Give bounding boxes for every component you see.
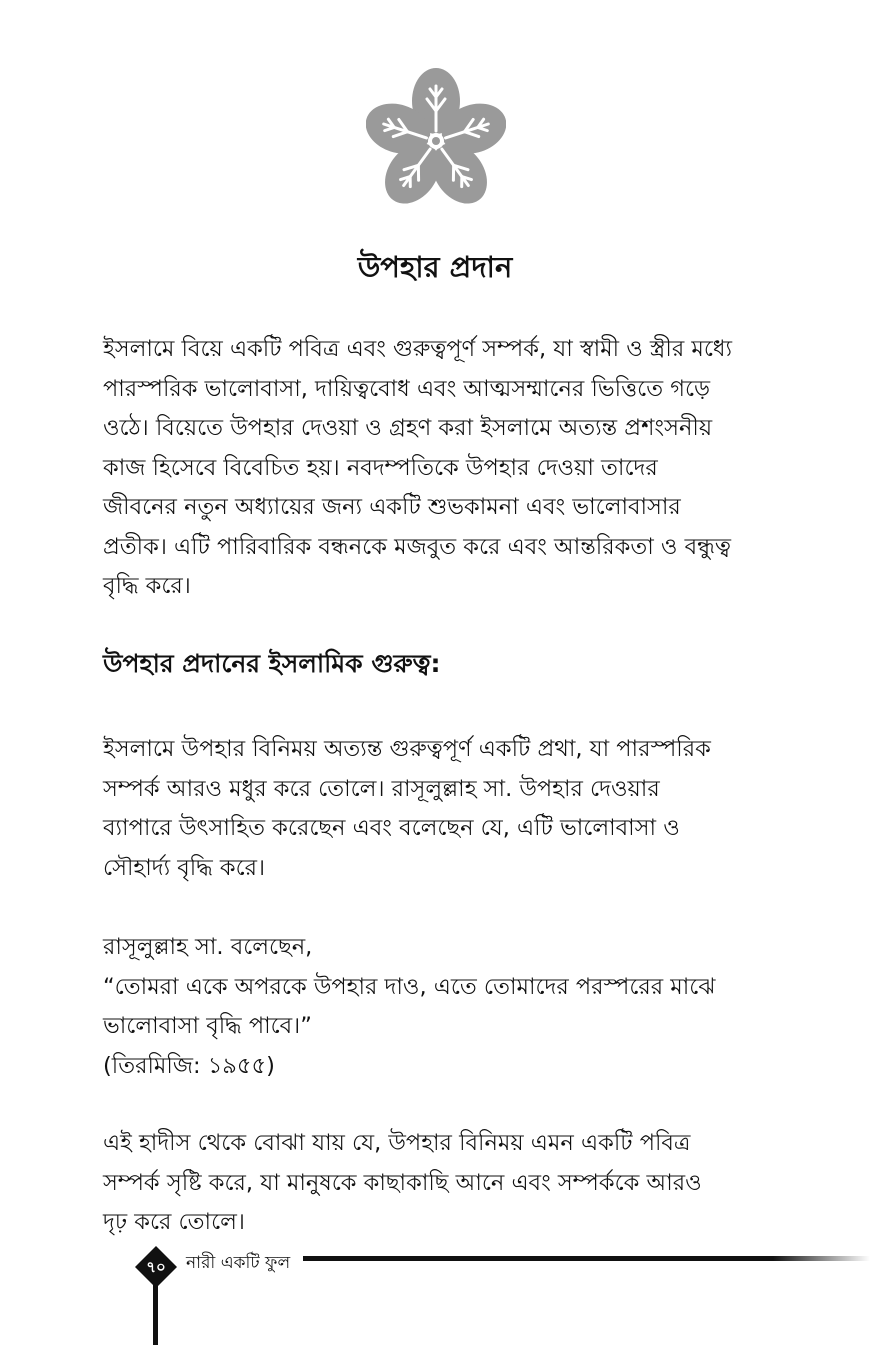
page-number-badge <box>135 1246 177 1288</box>
paragraph-line: সম্পর্ক আরও মধুর করে তোলে। রাসূলুল্লাহ সা. উপহার দেওয়ার <box>103 775 660 802</box>
hadith-intro: রাসূলুল্লাহ সা. বলেছেন, <box>103 934 313 960</box>
section-heading: উপহার প্রদানের ইসলামিক গুরুত্ব: <box>103 649 441 678</box>
hadith-quote-line: ভালোবাসা বৃদ্ধি পাবে।” <box>103 1013 312 1039</box>
paragraph-line: পারস্পরিক ভালোবাসা, দায়িত্ববোধ এবং আত্মসম্মানের ভিত্তিতে গড়ে <box>103 375 711 402</box>
importance-paragraph <box>103 730 771 888</box>
paragraph-line: সম্পর্ক সৃষ্টি করে, যা মানুষকে কাছাকাছি আনে এবং সম্পর্ককে আরও <box>103 1169 702 1196</box>
paragraph-line: সৌহার্দ্য বৃদ্ধি করে। <box>103 854 266 881</box>
paragraph-line: ওঠে। বিয়েতে উপহার দেওয়া ও গ্রহণ করা ইসলামে অত্যন্ত প্রশংসনীয় <box>103 415 713 441</box>
page-title: উপহার প্রদান <box>357 250 513 284</box>
conclusion-paragraph <box>103 1124 771 1243</box>
paragraph-line: ইসলামে উপহার বিনিময় অত্যন্ত গুরুত্বপূর্ণ একটি প্রথা, যা পারস্পরিক <box>103 736 711 762</box>
paragraph-line: জীবনের নতুন অধ্যায়ের জন্য একটি শুভকামনা এবং ভালোবাসার <box>103 494 681 520</box>
hadith-reference: (তিরমিজি: ১৯৫৫) <box>103 1052 275 1079</box>
paragraph-line: কাজ হিসেবে বিবেচিত হয়। নবদম্পতিকে উপহার দেওয়া তাদের <box>103 454 658 481</box>
intro-paragraph <box>103 330 771 607</box>
paragraph-line: প্রতীক। এটি পারিবারিক বন্ধনকে মজবুত করে এবং আন্তরিকতা ও বন্ধুত্ব <box>103 533 731 560</box>
book-title: নারী একটি ফুল <box>186 1253 291 1273</box>
paragraph-line: ব্যাপারে উৎসাহিত করেছেন এবং বলেছেন যে, এটি ভালোবাসা ও <box>103 815 680 841</box>
flower-ornament-icon <box>366 66 506 216</box>
footer-rule-fade <box>773 1256 870 1261</box>
paragraph-line: বৃদ্ধি করে। <box>103 573 191 599</box>
footer-rule <box>303 1256 773 1261</box>
page-number: ৭০ <box>146 1258 166 1276</box>
hadith-quote-line: “তোমরা একে অপরকে উপহার দাও, এতে তোমাদের পরস্পরের মাঝে <box>103 973 716 1000</box>
hadith-block <box>103 928 771 1086</box>
paragraph-line: দৃঢ় করে তোলে। <box>103 1209 245 1235</box>
paragraph-line: ইসলামে বিয়ে একটি পবিত্র এবং গুরুত্বপূর্ণ সম্পর্ক, যা স্বামী ও স্ত্রীর মধ্যে <box>103 336 733 362</box>
paragraph-line: এই হাদীস থেকে বোঝা যায় যে, উপহার বিনিময় এমন একটি পবিত্র <box>103 1130 691 1156</box>
